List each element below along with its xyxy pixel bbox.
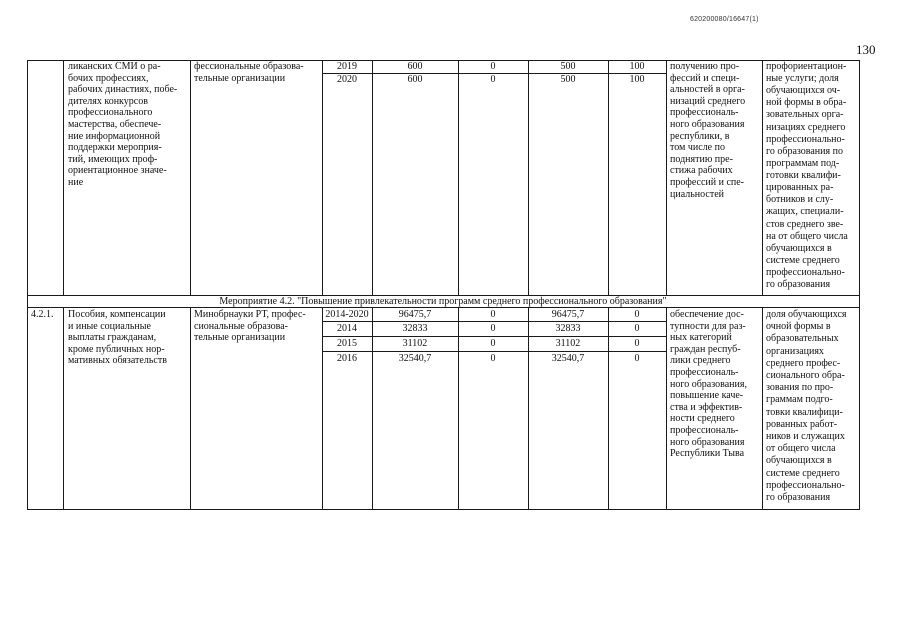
executor-line: Минобрнауки РТ, профес- [194, 309, 306, 320]
column-divider [528, 60, 529, 296]
year-cell: 2016 [337, 353, 357, 364]
indicator-line: обучающихся в [766, 455, 832, 467]
federal-budget-cell: 0 [490, 353, 496, 364]
indicator-line: готовки квалифи- [766, 170, 841, 182]
year-cell: 2019 [337, 61, 357, 72]
republic-budget-cell: 500 [560, 74, 576, 85]
indicator-line: го образования по [766, 145, 843, 157]
measure-description-line: рабочих династиях, побе- [68, 84, 178, 96]
indicator-line: го образования [766, 492, 831, 503]
indicator-line: го образования [766, 279, 831, 291]
measure-description-line: кроме публичных нор- [68, 343, 165, 355]
measure-description-line: поддержки мероприя- [68, 142, 162, 154]
expected-result-line: том числе по [670, 142, 725, 154]
column-divider [608, 60, 609, 296]
expected-result-line: получению про- [670, 61, 740, 72]
expected-result-line: ного образования [670, 436, 745, 448]
document-id: 620200080/16647(1) [690, 16, 759, 23]
expected-result-line: профессий и спе- [670, 177, 745, 188]
measure-description-line: бочих профессиях, [68, 72, 149, 84]
indicator-line: цированных ра- [766, 182, 834, 194]
measure-description-line: ние [68, 177, 84, 188]
other-sources-cell: 0 [634, 323, 640, 334]
column-divider [372, 60, 373, 296]
expected-result-line: республики, в [670, 130, 730, 142]
table-border-bottom [27, 509, 860, 510]
indicator-line: профессионально- [766, 479, 845, 491]
indicator-line: от общего числа [766, 443, 836, 455]
executor-line: тельные организации [194, 72, 286, 84]
other-sources-cell: 0 [634, 338, 640, 349]
indicator-line: организациях [766, 345, 824, 357]
measure-description-line: Пособия, компенсации [68, 309, 166, 320]
indicator-line: обучающихся в [766, 242, 832, 254]
indicator-line: ботников и слу- [766, 194, 834, 206]
column-divider [762, 307, 763, 510]
indicator-line: ные услуги; доля [766, 73, 839, 85]
expected-result-line: фессий и специ- [670, 72, 740, 84]
total-cell: 31102 [402, 338, 428, 349]
indicator-line: образовательных [766, 333, 839, 345]
year-cell: 2020 [337, 74, 357, 85]
expected-result-line: циальностей [670, 188, 724, 200]
indicator-line: ников и служащих [766, 431, 845, 442]
federal-budget-cell: 0 [490, 338, 496, 349]
federal-budget-cell: 0 [490, 74, 496, 85]
federal-budget-cell: 0 [490, 309, 496, 320]
indicator-line: товки квалифици- [766, 406, 843, 418]
row-divider [322, 351, 667, 352]
indicator-line: стов среднего зве- [766, 218, 844, 230]
measure-description-line: дителях конкурсов [68, 95, 148, 107]
year-cell: 2015 [337, 338, 357, 349]
indicator-line: на от общего числа [766, 230, 848, 242]
expected-result-line: профессиональ- [670, 425, 739, 436]
total-cell: 96475,7 [398, 309, 432, 320]
measure-description-line: ориентационное значе- [68, 165, 167, 177]
republic-budget-cell: 31102 [555, 338, 581, 349]
column-divider [322, 60, 323, 296]
indicator-line: профориентацион- [766, 61, 847, 72]
measure-description-line: мативных обязательств [68, 355, 167, 367]
row-divider [322, 336, 667, 337]
indicator-line: доля обучающихся [766, 309, 847, 320]
measure-description-line: ликанских СМИ о ра- [68, 61, 161, 72]
column-divider [666, 60, 667, 296]
expected-result-line: профессиональ- [670, 367, 739, 378]
expected-result-line: обеспечение дос- [670, 309, 744, 320]
expected-result-line: поднятию пре- [670, 153, 733, 165]
table-border-right [859, 60, 860, 510]
federal-budget-cell: 0 [490, 323, 496, 334]
indicator-line: ной формы в обра- [766, 97, 847, 109]
column-divider [762, 60, 763, 296]
indicator-line: обучающихся оч- [766, 85, 841, 97]
column-divider [63, 307, 64, 510]
column-divider [63, 60, 64, 296]
indicator-line: рованных работ- [766, 418, 838, 430]
republic-budget-cell: 32540,7 [551, 353, 585, 364]
section-title: Мероприятие 4.2. "Повышение привлекательности программ среднего профессионального образования" [219, 296, 667, 307]
total-cell: 32833 [402, 323, 428, 334]
indicator-line: системе среднего [766, 467, 840, 479]
expected-result-line: стижа рабочих [670, 165, 733, 177]
column-divider [666, 307, 667, 510]
measure-description-line: ние информационной [68, 130, 161, 142]
indicator-line: зовательных орга- [766, 109, 844, 121]
expected-result-line: повышение каче- [670, 390, 744, 402]
expected-result-line: ного образования [670, 119, 745, 130]
table-border-left [27, 60, 28, 510]
executor-line: фессиональные образова- [194, 61, 304, 72]
measure-description-line: и иные социальные [68, 320, 151, 332]
indicator-line: системе среднего [766, 254, 840, 266]
measure-description-line: профессионального [68, 107, 153, 119]
expected-result-line: Республики Тыва [670, 448, 745, 460]
indicator-line: сионального обра- [766, 370, 845, 381]
expected-result-line: лики среднего [670, 355, 731, 367]
expected-result-line: тупности для раз- [670, 320, 746, 332]
indicator-line: очной формы в [766, 321, 831, 333]
indicator-line: профессионально- [766, 267, 845, 279]
federal-budget-cell: 0 [490, 61, 496, 72]
republic-budget-cell: 32833 [555, 323, 581, 334]
indicator-line: низациях среднего [766, 121, 846, 133]
expected-result-line: альностей в орга- [670, 84, 745, 96]
indicator-line: граммам подго- [766, 394, 833, 406]
other-sources-cell: 100 [629, 61, 645, 72]
other-sources-cell: 0 [634, 309, 640, 320]
indicator-line: зования по про- [766, 382, 834, 394]
column-divider [190, 307, 191, 510]
column-divider [190, 60, 191, 296]
expected-result-line: ности среднего [670, 413, 735, 425]
year-cell: 2014-2020 [325, 309, 369, 320]
republic-budget-cell: 96475,7 [551, 309, 585, 320]
year-cell: 2014 [337, 323, 357, 334]
expected-result-line: ных категорий [670, 332, 732, 344]
page-number: 130 [856, 42, 876, 57]
total-cell: 600 [407, 74, 423, 85]
expected-result-line: профессиональ- [670, 107, 739, 119]
republic-budget-cell: 500 [560, 61, 576, 72]
expected-result-line: низаций среднего [670, 95, 746, 107]
expected-result-line: ства и эффектив- [670, 401, 743, 413]
measure-description-line: выплаты гражданам, [68, 332, 157, 344]
row-number: 4.2.1. [31, 309, 54, 320]
row-divider [322, 321, 667, 322]
total-cell: 600 [407, 61, 423, 72]
indicator-line: жащих, специали- [766, 206, 844, 218]
measure-description-line: мастерства, обеспече- [68, 119, 162, 130]
total-cell: 32540,7 [398, 353, 432, 364]
other-sources-cell: 0 [634, 353, 640, 364]
other-sources-cell: 100 [629, 74, 645, 85]
executor-line: сиональные образова- [194, 320, 289, 332]
indicator-line: среднего профес- [766, 357, 841, 369]
measure-description-line: тий, имеющих проф- [68, 153, 158, 165]
expected-result-line: граждан респуб- [670, 343, 741, 355]
executor-line: тельные организации [194, 332, 286, 344]
indicator-line: программам под- [766, 157, 840, 169]
indicator-line: профессионально- [766, 133, 845, 145]
column-divider [458, 60, 459, 296]
expected-result-line: ного образования, [670, 378, 747, 390]
